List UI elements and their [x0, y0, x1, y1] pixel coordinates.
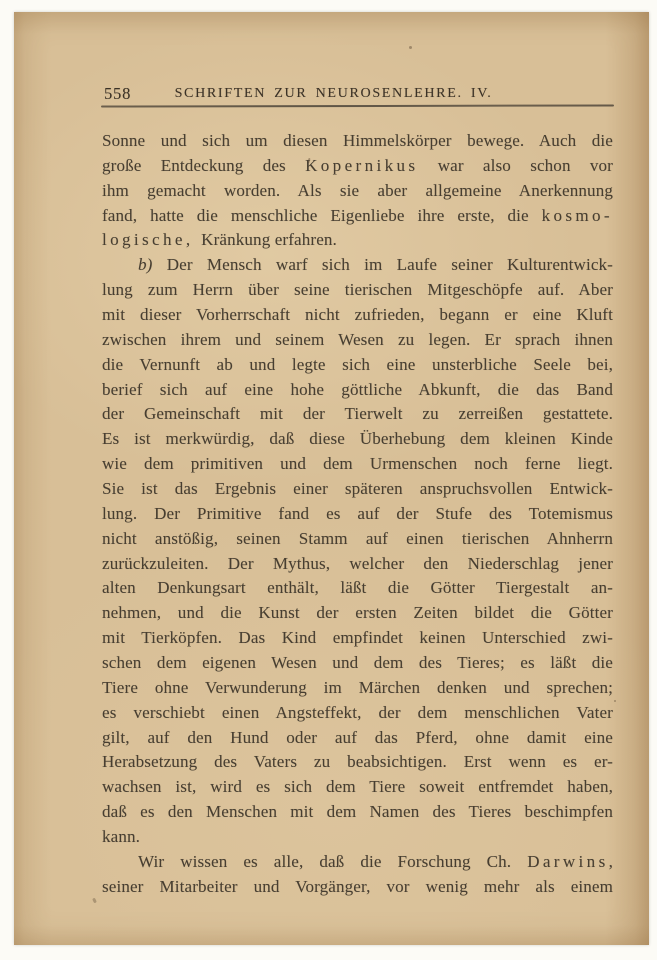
- paragraph: [102, 850, 613, 900]
- text-segment: Kränkung erfahren.: [201, 230, 337, 250]
- text-segment: nicht anstößig, seinen Stamm auf einen tierischen Ahnherrn: [102, 528, 613, 548]
- text-line: [102, 378, 613, 403]
- text-segment: Sonne und sich um diesen Himmelskörper bewege. Auch die: [102, 131, 613, 150]
- text-segment: ,: [608, 851, 613, 871]
- header-rule: [101, 104, 614, 107]
- text-segment: berief sich auf eine hohe göttliche Abkunft, die das Band: [102, 379, 613, 399]
- emphasized-text: logische,: [102, 230, 202, 250]
- emphasized-text: kosmo-: [541, 205, 613, 225]
- text-line: [102, 477, 613, 502]
- text-segment: lung zum Herrn über seine tierischen Mitgeschöpfe auf. Aber: [102, 280, 613, 300]
- text-line: [102, 129, 613, 154]
- text-segment: fand, hatte die menschliche Eigenliebe ihre erste, die: [102, 205, 542, 225]
- text-line: [102, 328, 613, 353]
- paper-speck: [92, 898, 97, 904]
- text-line: [102, 850, 613, 875]
- text-segment: schen dem eigenen Wesen und dem des Tieres; es läßt die: [102, 653, 613, 673]
- text-line: [102, 228, 613, 253]
- text-segment: mit dieser Vorherrschaft nicht zufrieden, begann er eine Kluft: [102, 305, 613, 325]
- page-header: [102, 84, 613, 105]
- text-line: [102, 626, 613, 651]
- text-segment: war also schon vor: [418, 155, 613, 175]
- text-line: [102, 402, 613, 427]
- text-segment: alten Denkungsart enthält, läßt die Götter Tiergestalt an-: [102, 578, 613, 598]
- text-segment: seiner Mitarbeiter und Vorgänger, vor wenig mehr als einem: [102, 876, 613, 896]
- text-line: [102, 726, 613, 751]
- text-segment: kann.: [102, 827, 141, 847]
- text-line: [102, 452, 613, 477]
- text-line: [102, 552, 613, 577]
- text-line: [102, 427, 613, 452]
- text-line: [102, 179, 613, 204]
- text-segment: der Gemeinschaft mit der Tierwelt zu zerreißen gestattete.: [102, 404, 613, 424]
- text-line: [102, 651, 613, 676]
- text-line: [102, 278, 613, 303]
- text-segment: große Entdeckung des: [102, 155, 306, 175]
- text-segment: Der Mensch warf sich im Laufe seiner Kulturentwick-: [152, 255, 613, 275]
- text-line: [102, 601, 613, 626]
- text-line: [102, 576, 613, 601]
- text-line: [102, 701, 613, 726]
- text-segment: nehmen, und die Kunst der ersten Zeiten bildet die Götter: [102, 603, 613, 623]
- text-line: [102, 253, 613, 278]
- emphasized-text: b): [138, 255, 153, 275]
- book-page-scan: [14, 12, 649, 945]
- text-line: [102, 303, 613, 328]
- text-line: [102, 800, 613, 825]
- page-number: 558: [104, 84, 132, 103]
- text-segment: wie dem primitiven und dem Urmenschen noch ferne liegt.: [102, 454, 613, 474]
- text-line: [102, 825, 613, 850]
- text-line: [102, 875, 613, 900]
- text-segment: Wir wissen es alle, daß die Forschung Ch.: [138, 851, 528, 871]
- text-segment: wachsen ist, wird es sich dem Tiere soweit entfremdet haben,: [102, 777, 613, 797]
- page-body: [102, 129, 613, 900]
- text-segment: ihm gemacht worden. Als sie aber allgemeine Anerkennung: [102, 180, 613, 200]
- emphasized-text: Kopernikus: [305, 155, 419, 175]
- emphasized-text: Darwins: [527, 851, 609, 871]
- text-segment: daß es den Menschen mit dem Namen des Tieres beschimpfen: [102, 802, 613, 822]
- text-line: [102, 204, 613, 229]
- running-title: SCHRIFTEN ZUR NEUROSENLEHRE. IV.: [174, 86, 493, 101]
- text-segment: gilt, auf den Hund oder auf das Pferd, ohne damit eine: [102, 727, 613, 747]
- paragraph: [102, 129, 613, 253]
- text-segment: Sie ist das Ergebnis einer späteren anspruchsvollen Entwick-: [102, 479, 613, 499]
- text-segment: die Vernunft ab und legte sich eine unsterbliche Seele bei,: [102, 354, 613, 374]
- text-line: [102, 775, 613, 800]
- paragraph: [102, 253, 613, 850]
- text-segment: lung. Der Primitive fand es auf der Stufe des Totemismus: [102, 503, 613, 523]
- text-segment: Es ist merkwürdig, daß diese Überhebung dem kleinen Kinde: [102, 429, 613, 449]
- text-line: [102, 502, 613, 527]
- text-line: [102, 676, 613, 701]
- text-line: [102, 750, 613, 775]
- paper-speck: [614, 700, 616, 702]
- text-segment: zwischen ihrem und seinem Wesen zu legen. Er sprach ihnen: [102, 329, 613, 349]
- paper-speck: [409, 46, 412, 49]
- text-segment: Herabsetzung des Vaters zu beabsichtigen. Erst wenn es er-: [102, 752, 613, 772]
- text-segment: Tiere ohne Verwunderung im Märchen denken und sprechen;: [102, 677, 613, 697]
- text-segment: zurückzuleiten. Der Mythus, welcher den Niederschlag jener: [102, 553, 613, 573]
- text-line: [102, 154, 613, 179]
- text-segment: es verschiebt einen Angsteffekt, der dem menschlichen Vater: [102, 702, 613, 722]
- text-line: [102, 527, 613, 552]
- text-line: [102, 353, 613, 378]
- text-segment: mit Tierköpfen. Das Kind empfindet keinen Unterschied zwi-: [102, 628, 613, 648]
